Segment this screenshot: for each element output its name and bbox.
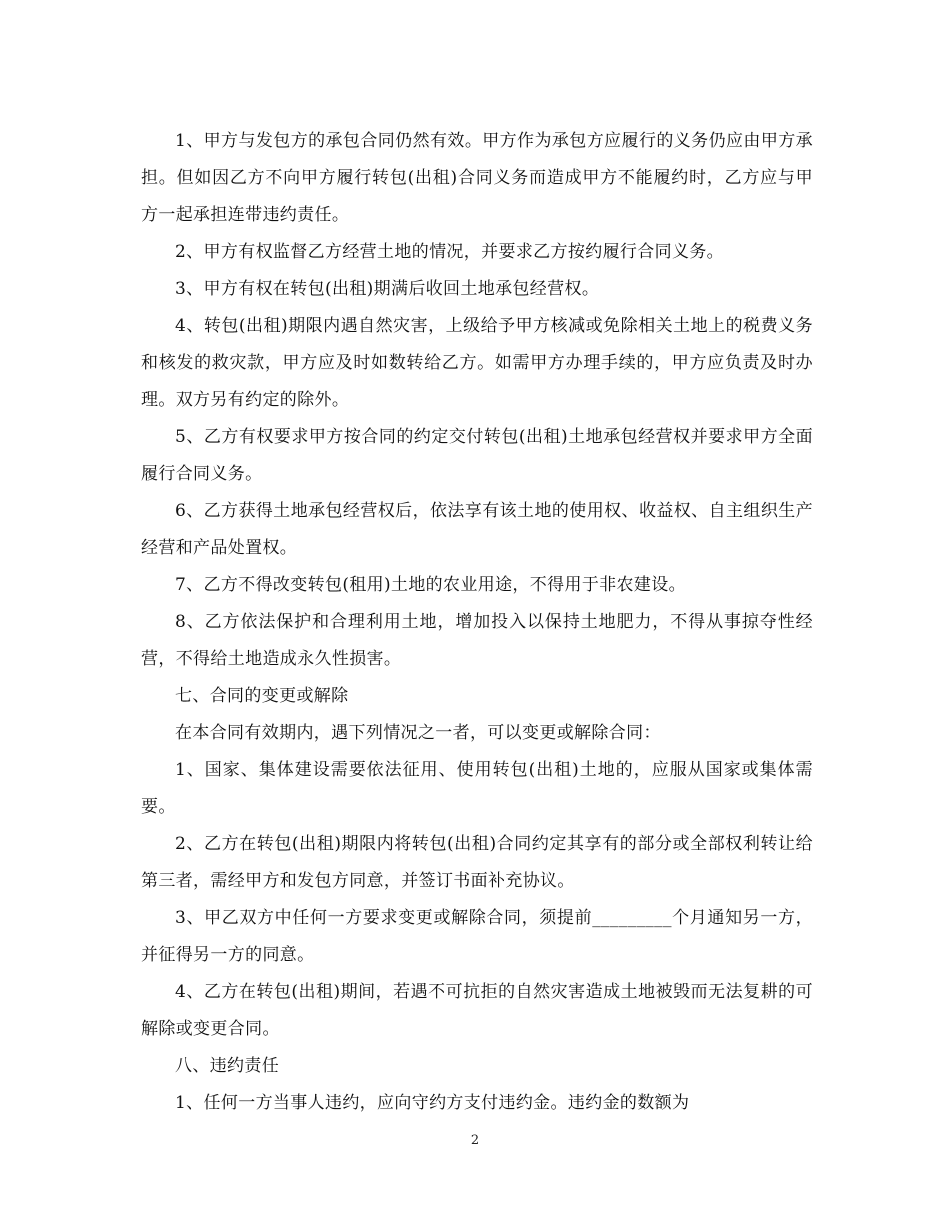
clause-paragraph: 5、乙方有权要求甲方按合同的约定交付转包(出租)土地承包经营权并要求甲方全面履行合同义务。: [141, 427, 813, 484]
clause-paragraph: 2、甲方有权监督乙方经营土地的情况，并要求乙方按约履行合同义务。: [175, 242, 725, 262]
section-heading: 七、合同的变更或解除: [175, 686, 349, 706]
clause-paragraph: 在本合同有效期内，遇下列情况之一者，可以变更或解除合同：: [175, 723, 661, 743]
clause-paragraph: 2、乙方在转包(出租)期限内将转包(出租)合同约定其享有的部分或全部权利转让给第三者，需经甲方和发包方同意，并签订书面补充协议。: [141, 834, 813, 891]
clause-paragraph: 1、国家、集体建设需要依法征用、使用转包(出租)土地的，应服从国家或集体需要。: [141, 760, 813, 817]
clause-paragraph: 7、乙方不得改变转包(租用)土地的农业用途，不得用于非农建设。: [175, 575, 686, 595]
clause-paragraph: 3、甲乙双方中任何一方要求变更或解除合同，须提前_________个月通知另一方，并征得另一方的同意。: [141, 908, 813, 965]
clause-paragraph: 4、乙方在转包(出租)期间，若遇不可抗拒的自然灾害造成土地被毁而无法复耕的可解除或变更合同。: [141, 982, 813, 1039]
clause-paragraph: 4、转包(出租)期限内遇自然灾害，上级给予甲方核减或免除相关土地上的税费义务和核发的救灾款，甲方应及时如数转给乙方。如需甲方办理手续的，甲方应负责及时办理。双方另有约定的除外。: [141, 316, 813, 410]
clause-paragraph: 1、任何一方当事人违约，应向守约方支付违约金。违约金的数额为: [175, 1093, 690, 1113]
clause-paragraph: 3、甲方有权在转包(出租)期满后收回土地承包经营权。: [175, 279, 600, 299]
section-heading: 八、违约责任: [175, 1056, 280, 1076]
clause-paragraph: 8、乙方依法保护和合理利用土地，增加投入以保持土地肥力，不得从事掠夺性经营，不得给土地造成永久性损害。: [141, 612, 813, 669]
clause-paragraph: 1、甲方与发包方的承包合同仍然有效。甲方作为承包方应履行的义务仍应由甲方承担。但如因乙方不向甲方履行转包(出租)合同义务而造成甲方不能履约时，乙方应与甲方一起承担连带违约责任。: [141, 131, 813, 225]
page-number: 2: [470, 1133, 480, 1148]
clause-paragraph: 6、乙方获得土地承包经营权后，依法享有该土地的使用权、收益权、自主组织生产经营和产品处置权。: [141, 501, 813, 558]
